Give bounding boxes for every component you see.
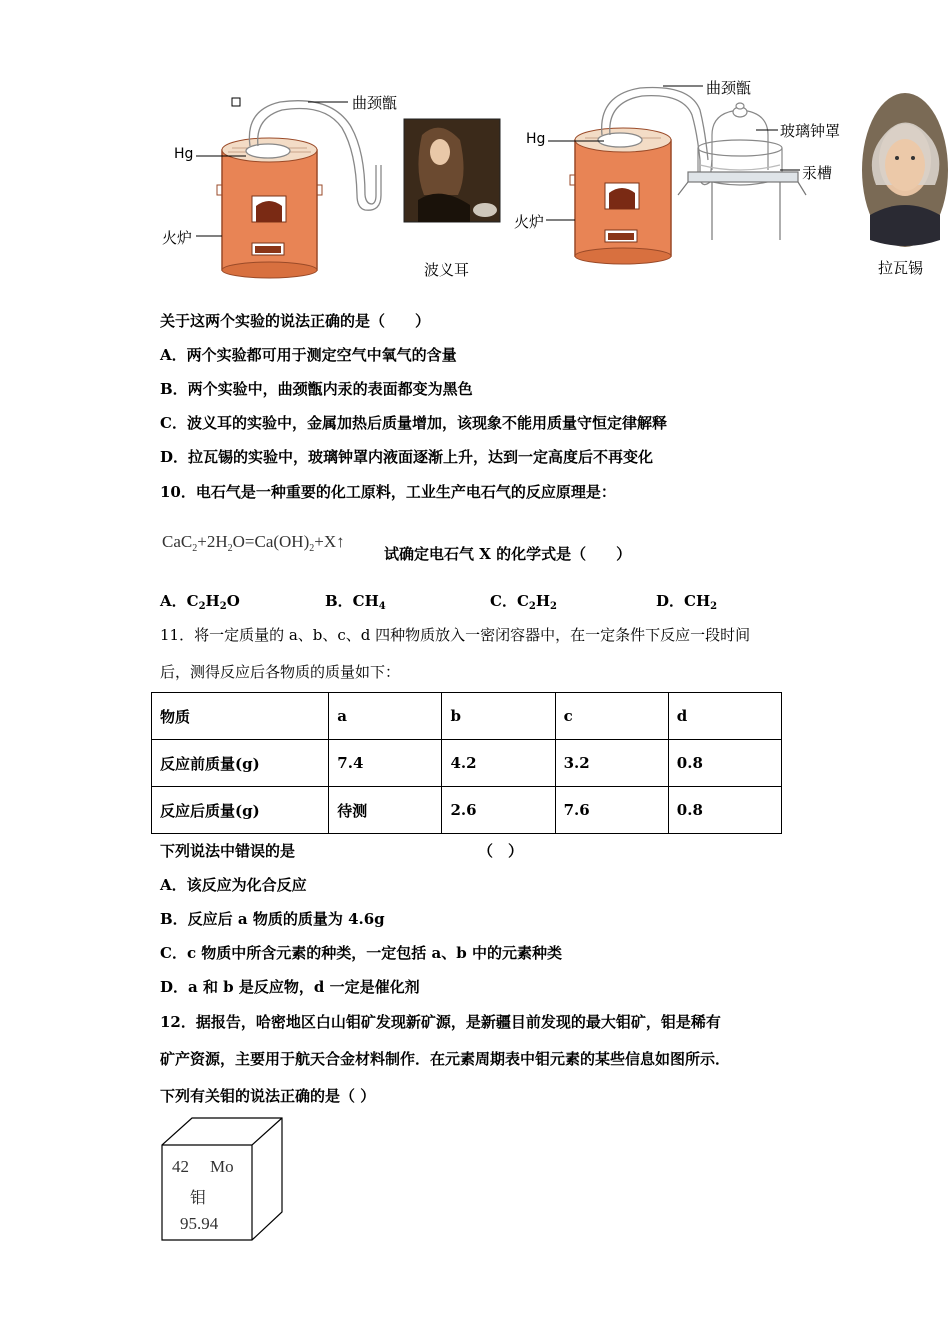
element-box-molybdenum [150, 1110, 295, 1250]
table-cell: 7.6 [555, 787, 668, 834]
q11-stem-line1: 11．将一定质量的 a、b、c、d 四种物质放入一密闭容器中，在一定条件下反应一段时间 [160, 626, 751, 644]
table-row [152, 787, 782, 834]
q11-option-a[interactable]: A．该反应为化合反应 [160, 876, 307, 894]
table-cell: 7.4 [329, 740, 442, 787]
bell-jar-label: 玻璃钟罩 [780, 122, 841, 140]
element-name: 钼 [190, 1188, 207, 1207]
q9-option-c[interactable]: C．波义耳的实验中，金属加热后质量增加，该现象不能用质量守恒定律解释 [160, 414, 667, 432]
q10-reaction-formula: $CaC_2+2H_2O=Ca(OH)_2+X↑$ [162, 532, 345, 554]
q10-stem: 10．电石气是一种重要的化工原料，工业生产电石气的反应原理是： [160, 483, 616, 501]
table-cell: 4.2 [442, 740, 555, 787]
table-cell: b [442, 693, 555, 740]
furnace-label-right: 火炉 [514, 213, 545, 231]
table-row [152, 740, 782, 787]
q10-option-c[interactable]: C．$C_2H_2$ [490, 592, 558, 612]
q11-ask-paren: （ ） [478, 842, 524, 860]
table-cell: 物质 [152, 693, 329, 740]
table-cell: c [555, 693, 668, 740]
q9-stem: 关于这两个实验的说法正确的是（ ） [160, 312, 431, 330]
table-cell: 0.8 [668, 740, 781, 787]
q10-option-a[interactable]: A．$C_2H_2O$ [160, 592, 240, 612]
q9-option-d[interactable]: D．拉瓦锡的实验中，玻璃钟罩内液面逐渐上升，达到一定高度后不再变化 [160, 448, 654, 466]
q11-ask: 下列说法中错误的是 [160, 842, 296, 860]
boyle-caption: 波义耳 [424, 261, 470, 279]
element-number: 42 [172, 1157, 189, 1176]
q12-line1: 12．据报告，哈密地区白山钼矿发现新矿源，是新疆目前发现的最大钼矿，钼是稀有 [160, 1013, 721, 1031]
q11-option-d[interactable]: D．a 和 b 是反应物，d 一定是催化剂 [160, 978, 420, 996]
table-cell: 反应前质量(g) [152, 740, 329, 787]
left-furnace [217, 138, 322, 278]
retort-label-left: 曲颈甑 [352, 94, 398, 112]
boyle-portrait-image [404, 119, 500, 222]
lavoisier-caption: 拉瓦锡 [878, 259, 924, 277]
table-cell: 待测 [329, 787, 442, 834]
q10-ask: 试确定电石气 X 的化学式是（ ） [384, 545, 632, 563]
hg-label-right: Hg [526, 131, 546, 147]
table-cell: a [329, 693, 442, 740]
q11-stem-line2: 后，测得反应后各物质的质量如下： [160, 663, 401, 681]
q11-mass-table [151, 692, 782, 834]
q9-option-a[interactable]: A．两个实验都可用于测定空气中氧气的含量 [160, 346, 457, 364]
table-cell: 3.2 [555, 740, 668, 787]
q10-option-d[interactable]: D．$CH_2$ [656, 592, 718, 612]
lavoisier-portrait-image [862, 93, 948, 247]
hg-label-left: Hg [174, 146, 194, 162]
q12-line2: 矿产资源，主要用于航天合金材料制作．在元素周期表中钼元素的某些信息如图所示． [160, 1050, 731, 1068]
experiment-figure [0, 0, 950, 290]
right-furnace [570, 128, 671, 264]
element-symbol: Mo [210, 1157, 234, 1176]
table-cell: 2.6 [442, 787, 555, 834]
checkbox-marker [232, 98, 240, 106]
table-header-row [152, 693, 782, 740]
furnace-label-left: 火炉 [162, 229, 193, 247]
q9-option-b[interactable]: B．两个实验中，曲颈甑内汞的表面都变为黑色 [160, 380, 473, 398]
table-cell: 反应后质量(g) [152, 787, 329, 834]
q12-line3: 下列有关钼的说法正确的是（ ） [160, 1087, 376, 1105]
retort-label-right: 曲颈甑 [706, 79, 752, 97]
q10-option-b[interactable]: B．$CH_4$ [325, 592, 386, 612]
q11-option-c[interactable]: C．c 物质中所含元素的种类，一定包括 a、b 中的元素种类 [160, 944, 562, 962]
table-cell: 0.8 [668, 787, 781, 834]
mercury-trough-label: 汞槽 [802, 164, 833, 182]
table-cell: d [668, 693, 781, 740]
element-mass: 95.94 [180, 1214, 219, 1233]
q11-option-b[interactable]: B．反应后 a 物质的质量为 4.6g [160, 910, 385, 928]
